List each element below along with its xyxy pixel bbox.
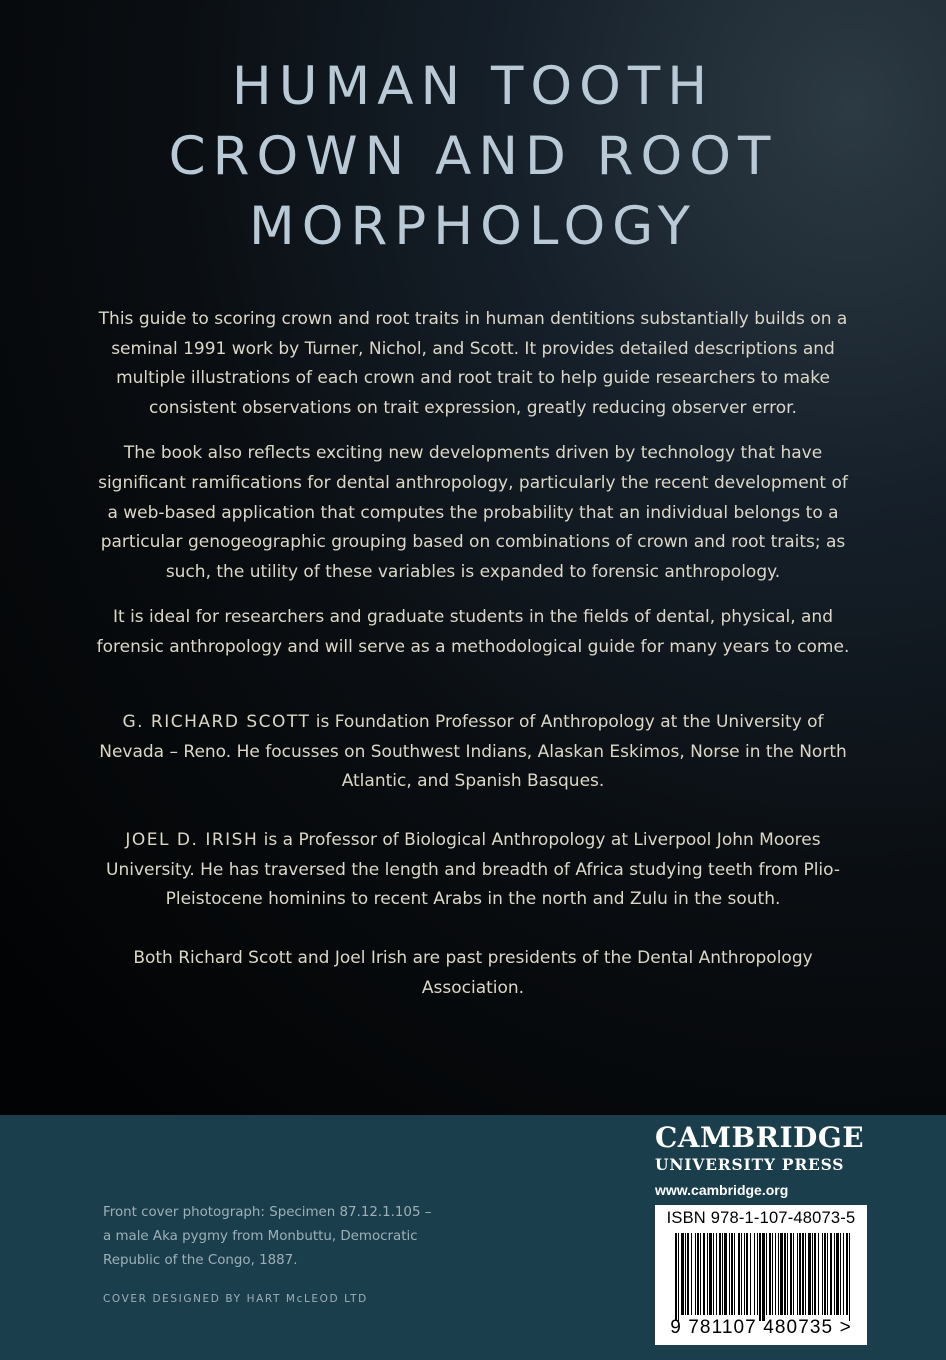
author-name-scott: G. RICHARD SCOTT [122,712,311,732]
barcode-bar [846,1233,848,1315]
barcode-bar [762,1233,765,1321]
barcode-bar [818,1233,819,1315]
barcode-bar [784,1233,786,1315]
barcode-bar [675,1233,677,1321]
barcode-bar [759,1233,761,1321]
barcode-bar [790,1233,792,1315]
title-line-2: CROWN AND ROOT [168,126,778,187]
author-bio-scott [92,708,854,797]
barcode-bar [797,1233,798,1315]
barcode-bar [799,1233,801,1315]
barcode-bar [719,1233,721,1315]
authors-presidents-note: Both Richard Scott and Joel Irish are past presidents of the Dental Anthropology Association. [133,948,813,998]
title-line-1: HUMAN TOOTH [231,56,715,117]
author-bio-scott-text: is Foundation Professor of Anthropology at the University of Nevada – Reno. He focusses on Southwest Indians, Alaskan Eskimos, Norse in the North Atlantic, and Spanish Basques. [99,712,847,792]
publisher-subtitle: UNIVERSITY PRESS [655,1155,845,1174]
barcode-bar [808,1233,811,1315]
barcode-bar [827,1233,828,1315]
cover-designer-credit: COVER DESIGNED BY HART McLEOD LTD [103,1293,368,1305]
barcode-bar [812,1233,813,1315]
barcode-bar [681,1233,684,1315]
barcode-bar [793,1233,794,1315]
barcode-bar [741,1233,742,1315]
author-bio-irish-text: is a Professor of Biological Anthropology at Liverpool John Moores University. He has traversed the length and breadth of Africa studying teeth from Plio-Pleistocene hominins to recent Arabs in the north and Zulu in the south. [106,830,840,910]
isbn-barcode [655,1205,867,1345]
barcode-bar [744,1233,745,1315]
barcode-bar [822,1233,823,1315]
cover-photo-credit: Front cover photograph: Specimen 87.12.1.105 – a male Aka pygmy from Monbuttu, Democratic Republic of the Congo, 1887. [103,1205,432,1268]
description-paragraph-3: It is ideal for researchers and graduate students in the fields of dental, physical, and forensic anthropology and will serve as a methodological guide for many years to come. [96,607,850,657]
author-bio-irish [92,826,854,915]
barcode-bar [722,1233,723,1315]
barcode-bar [757,1233,758,1315]
barcode-bar [824,1233,826,1315]
footer-band [0,1115,946,1360]
barcode-bar [778,1233,779,1315]
barcode-bar [836,1233,839,1315]
barcode-bar [731,1233,733,1315]
publisher-name: CAMBRIDGE [655,1121,865,1154]
barcode-bar [746,1233,748,1315]
publisher-url: www.cambridge.org [655,1182,789,1198]
barcode-bar [738,1233,740,1315]
barcode-bar [729,1233,730,1315]
barcode-bar [787,1233,788,1315]
barcode-bar [780,1233,783,1315]
barcode-bar [709,1233,712,1315]
barcode-bar [691,1233,692,1315]
barcode-bar [734,1233,735,1315]
barcode-bar [716,1233,717,1315]
barcode-bar [754,1233,755,1315]
barcode-bar [849,1233,850,1321]
barcode-bar [769,1233,771,1315]
barcode-bar [703,1233,705,1315]
barcode-bar [775,1233,776,1315]
barcode-bar [707,1233,708,1315]
barcode-bar [695,1233,696,1315]
barcode-bar [687,1233,689,1315]
description-paragraph-2: The book also reflects exciting new developments driven by technology that have significant ramifications for dental anthropology, particularly the recent development of a web-based application that computes the probability that an individual belongs to a particular genogeographic grouping based on combinations of crown and root traits; as such, the utility of these variables is expanded to forensic anthropology. [98,443,848,582]
publisher-block [655,1121,867,1201]
barcode-bar [772,1233,773,1315]
author-name-irish: JOEL D. IRISH [125,830,259,850]
barcode-bar [834,1233,835,1315]
barcode-bar [843,1233,844,1315]
barcode-bar [713,1233,714,1315]
barcode-bar [700,1233,701,1315]
barcode-bar [840,1233,841,1315]
isbn-label: ISBN 978-1-107-48073-5 [666,1209,856,1227]
barcode-bar [678,1233,679,1321]
book-title [0,52,946,262]
barcode-digits: 9 781107 480735 > [670,1317,852,1338]
barcode-bar [802,1233,804,1315]
barcode-bar [830,1233,832,1315]
barcode-bar [766,1233,767,1315]
barcode-bar [685,1233,686,1315]
barcode-bar [750,1233,751,1315]
barcode-bar [814,1233,816,1315]
book-description [92,305,854,679]
barcode-bar [724,1233,727,1315]
barcode-bar [805,1233,806,1315]
barcode-bar [697,1233,699,1315]
title-line-3: MORPHOLOGY [249,196,697,257]
description-paragraph-1: This guide to scoring crown and root traits in human dentitions substantially builds on a seminal 1991 work by Turner, Nichol, and Scott. It provides detailed descriptions and multiple illustrations of each crown and root trait to help guide researchers to make consistent observations on trait expression, greatly reducing observer error. [98,309,848,418]
